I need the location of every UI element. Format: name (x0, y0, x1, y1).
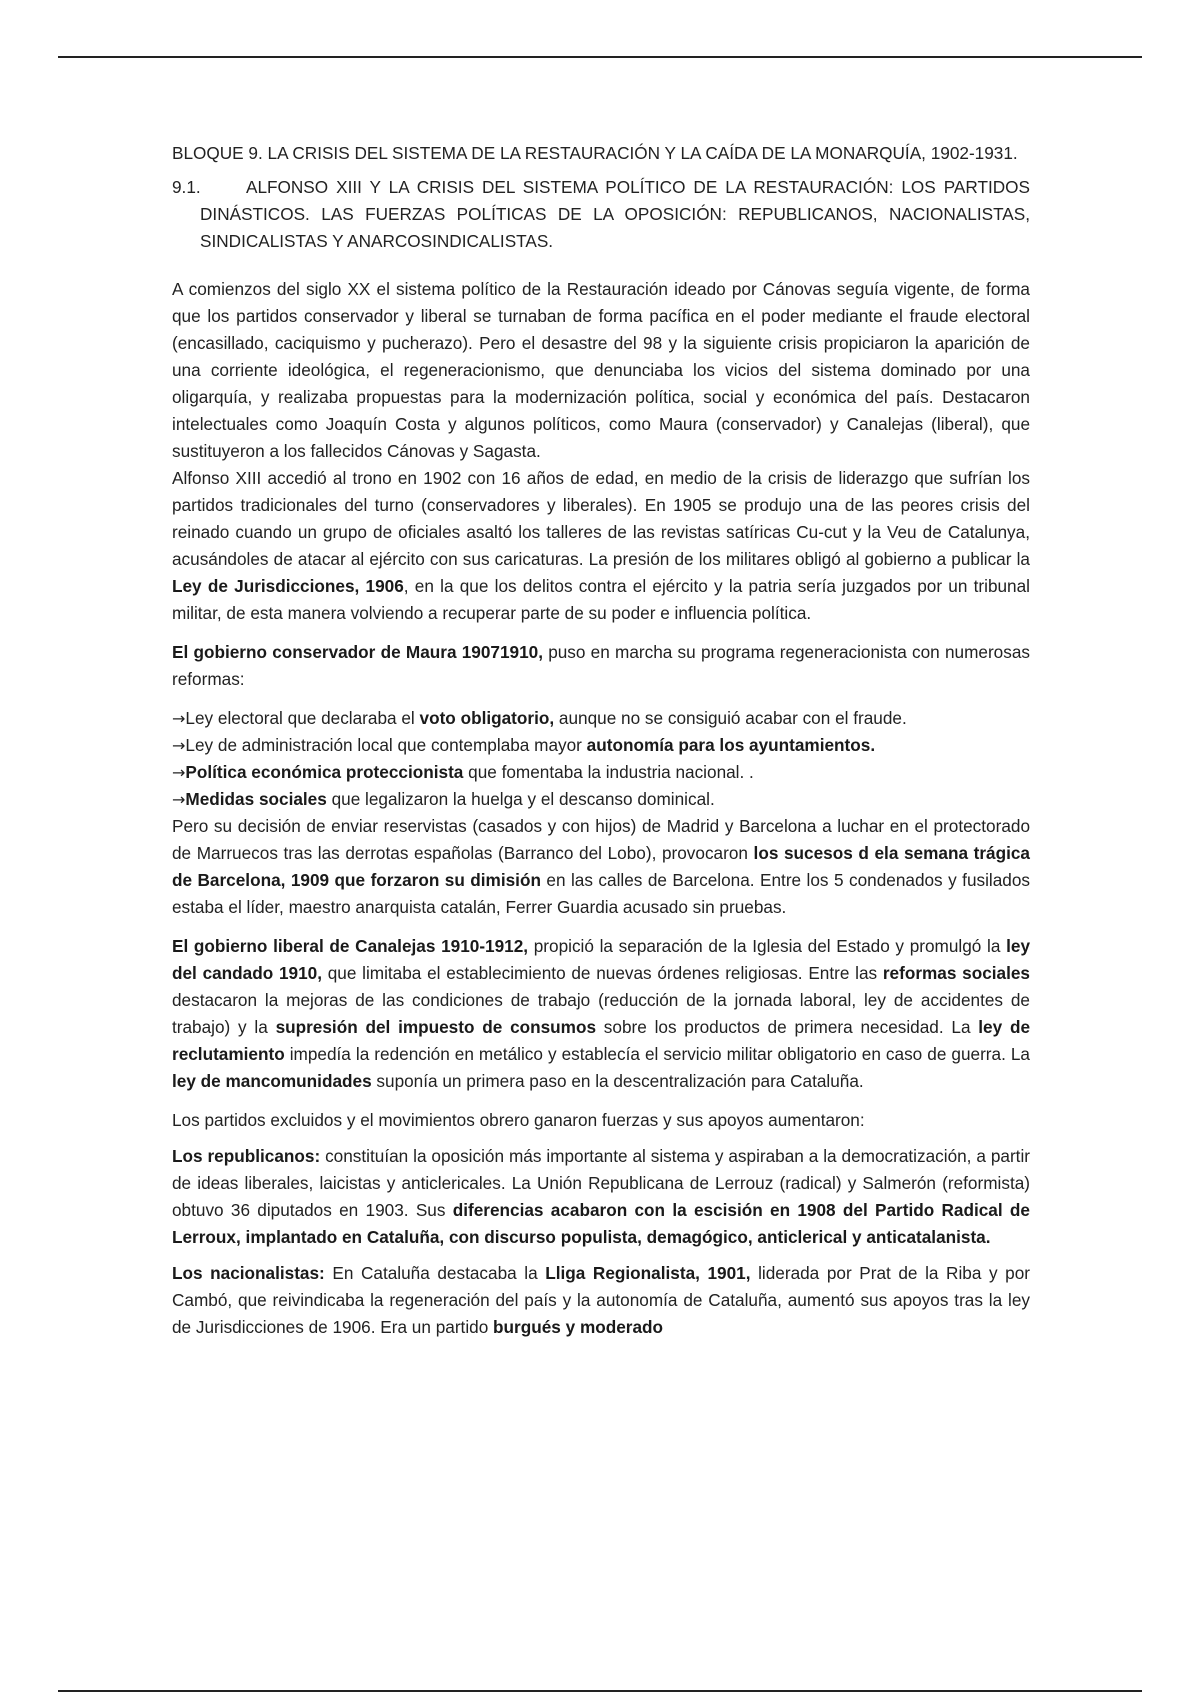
block-title: BLOQUE 9. LA CRISIS DEL SISTEMA DE LA RESTAURACIÓN Y LA CAÍDA DE LA MONARQUÍA, 1902-1931. (172, 143, 1018, 163)
paragraph-canalejas: El gobierno liberal de Canalejas 1910-1912, propició la separación de la Iglesia del Estado y promulgó la ley del candado 1910, que limitaba el establecimiento de nuevas órdenes religiosas. Entre las reformas sociales destacaron la mejoras de las condiciones de trabajo (reducción de la jornada laboral, ley de accidentes de trabajo) y la supresión del impuesto de consumos sobre los productos de primera necesidad. La ley de reclutamiento impedía la redención en metálico y establecía el servicio militar obligatorio en caso de guerra. La ley de mancomunidades suponía un primera paso en la descentralización para Cataluña. (172, 936, 1031, 1091)
top-divider (58, 56, 1142, 58)
section-heading (172, 174, 1030, 255)
list-item: →Ley de administración local que contemplaba mayor autonomía para los ayuntamientos. (172, 735, 876, 755)
list-item: →Ley electoral que declaraba el voto obligatorio, aunque no se consiguió acabar con el fraude. (172, 708, 907, 728)
paragraph-maura: El gobierno conservador de Maura 19071910, puso en marcha su programa regeneracionista con numerosas reformas: (172, 642, 1030, 689)
arrow-right-icon: → (172, 763, 186, 782)
arrow-right-icon: → (172, 709, 186, 728)
paragraph-alfonso: Alfonso XIII accedió al trono en 1902 con 16 años de edad, en medio de la crisis de liderazgo que sufrían los partidos tradicionales del turno (conservadores y liberales). En 1905 se produjo una de las peores crisis del reinado cuando un grupo de oficiales asaltó los talleres de las revistas satíricas Cu-cut y la Veu de Catalunya, acusándoles de atacar al ejército con sus caricaturas. La presión de los militares obligó al gobierno a publicar la Ley de Jurisdicciones, 1906, en la que los delitos contra el ejército y la patria sería juzgados por un tribunal militar, de esta manera volviendo a recuperar parte de su poder e influencia política. (172, 468, 1030, 623)
section-number: 9.1. (172, 177, 201, 197)
section-title: ALFONSO XIII Y LA CRISIS DEL SISTEMA POLÍTICO DE LA RESTAURACIÓN: LOS PARTIDOS DINÁSTICOS. LAS FUERZAS POLÍTICAS DE LA OPOSICIÓN: REPUBLICANOS, NACIONALISTAS, SINDICALISTAS Y ANARCOSINDICALISTAS. (200, 177, 1030, 251)
paragraph-intro: A comienzos del siglo XX el sistema político de la Restauración ideado por Cánovas seguía vigente, de forma que los partidos conservador y liberal se turnaban de forma pacífica en el poder mediante el fraude electoral (encasillado, caciquismo y pucherazo). Pero el desastre del 98 y la siguiente crisis propiciaron la aparición de una corriente ideológica, el regeneracionismo, que denunciaba los vicios del sistema dominado por una oligarquía, y realizaba propuestas para la modernización política, social y económica del país. Destacaron intelectuales como Joaquín Costa y algunos políticos, como Maura (conservador) y Canalejas (liberal), que sustituyeron a los fallecidos Cánovas y Sagasta. (172, 279, 1030, 461)
paragraph-nacionalistas: Los nacionalistas: En Cataluña destacaba la Lliga Regionalista, 1901, liderada por Prat de la Riba y por Cambó, que reivindicaba la regeneración del país y la autonomía de Cataluña, aumentó sus apoyos tras la ley de Jurisdicciones de 1906. Era un partido burgués y moderado (172, 1263, 1030, 1337)
list-item: →Política económica proteccionista que fomentaba la industria nacional. . (172, 762, 754, 782)
paragraph-opposition-intro: Los partidos excluidos y el movimientos obrero ganaron fuerzas y sus apoyos aumentaron: (172, 1110, 865, 1130)
list-item: →Medidas sociales que legalizaron la huelga y el descanso dominical. (172, 789, 715, 809)
reform-list (172, 705, 1030, 813)
paragraph-semana-tragica: Pero su decisión de enviar reservistas (casados y con hijos) de Madrid y Barcelona a luchar en el protectorado de Marruecos tras las derrotas españolas (Barranco del Lobo), provocaron los sucesos d ela semana trágica de Barcelona, 1909 que forzaron su dimisión en las calles de Barcelona. Entre los 5 condenados y fusilados estaba el líder, maestro anarquista catalán, Ferrer Guardia acusado sin pruebas. (172, 816, 1030, 917)
arrow-right-icon: → (172, 790, 186, 809)
bottom-divider (58, 1690, 1142, 1692)
document-body (172, 140, 1030, 1341)
paragraph-republicanos: Los republicanos: constituían la oposición más importante al sistema y aspiraban a la democratización, a partir de ideas liberales, laicistas y anticlericales. La Unión Republicana de Lerrouz (radical) y Salmerón (reformista) obtuvo 36 diputados en 1903. Sus diferencias acabaron con la escisión en 1908 del Partido Radical de Lerroux, implantado en Cataluña, con discurso populista, demagógico, anticlerical y anticatalanista. (172, 1146, 1030, 1247)
arrow-right-icon: → (172, 736, 186, 755)
